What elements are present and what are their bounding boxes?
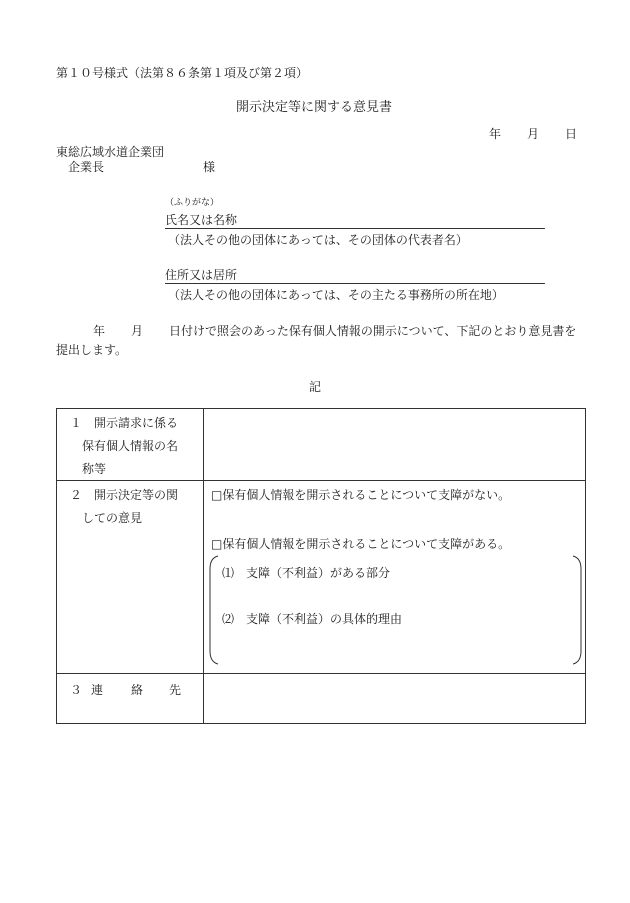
body-text-line2: 提出します。 — [56, 343, 128, 357]
body-text-line1: 日付けで照会のあった保有個人情報の開示について、下記のとおり意見書を — [169, 324, 577, 338]
name-underline — [165, 228, 545, 229]
body-month: 月 — [131, 324, 144, 338]
row2-label-line2: しての意見 — [82, 511, 143, 525]
furigana-label: （ふりがな） — [165, 198, 220, 208]
address-underline — [165, 283, 545, 284]
row3-char-3: 先 — [169, 683, 182, 697]
date-year: 年 — [489, 127, 502, 141]
right-bracket — [571, 555, 583, 665]
opinion-table — [56, 408, 586, 724]
row1-label-line3: 称等 — [82, 462, 107, 476]
table-row-divider-1 — [57, 480, 585, 481]
row3-number: ３ — [70, 683, 83, 697]
left-bracket — [208, 555, 220, 665]
row3-char-2: 絡 — [131, 683, 144, 697]
option-issue: □保有個人情報を開示されることについて支障がある。 — [211, 537, 511, 551]
date-day: 日 — [565, 127, 578, 141]
addressee-honorific: 様 — [203, 160, 216, 174]
document-title: 開示決定等に関する意見書 — [236, 100, 393, 115]
name-note: （法人その他の団体にあっては、その団体の代表者名） — [168, 233, 468, 247]
addressee-organization: 東総広域水道企業団 — [56, 145, 165, 159]
body-year: 年 — [93, 324, 106, 338]
date-month: 月 — [527, 127, 540, 141]
row1-label-line1: １ 開示請求に係る — [70, 416, 179, 430]
table-row-divider-2 — [57, 673, 585, 674]
row2-label-line1: ２ 開示決定等の関 — [70, 488, 179, 502]
form-number: 第１０号様式（法第８６条第１項及び第２項） — [56, 66, 309, 80]
name-label: 氏名又は名称 — [165, 213, 238, 227]
table-column-divider — [203, 409, 204, 723]
option-no-issue: □保有個人情報を開示されることについて支障がない。 — [211, 488, 511, 502]
row3-char-1: 連 — [91, 683, 104, 697]
ki-heading: 記 — [309, 380, 322, 394]
address-label: 住所又は居所 — [165, 268, 238, 282]
addressee-role: 企業長 — [68, 160, 105, 174]
address-note: （法人その他の団体にあっては、その主たる事務所の所在地） — [168, 288, 504, 302]
row1-label-line2: 保有個人情報の名 — [82, 439, 179, 453]
sub-item-1: ⑴ 支障（不利益）がある部分 — [222, 566, 391, 580]
sub-item-2: ⑵ 支障（不利益）の具体的理由 — [222, 612, 403, 626]
